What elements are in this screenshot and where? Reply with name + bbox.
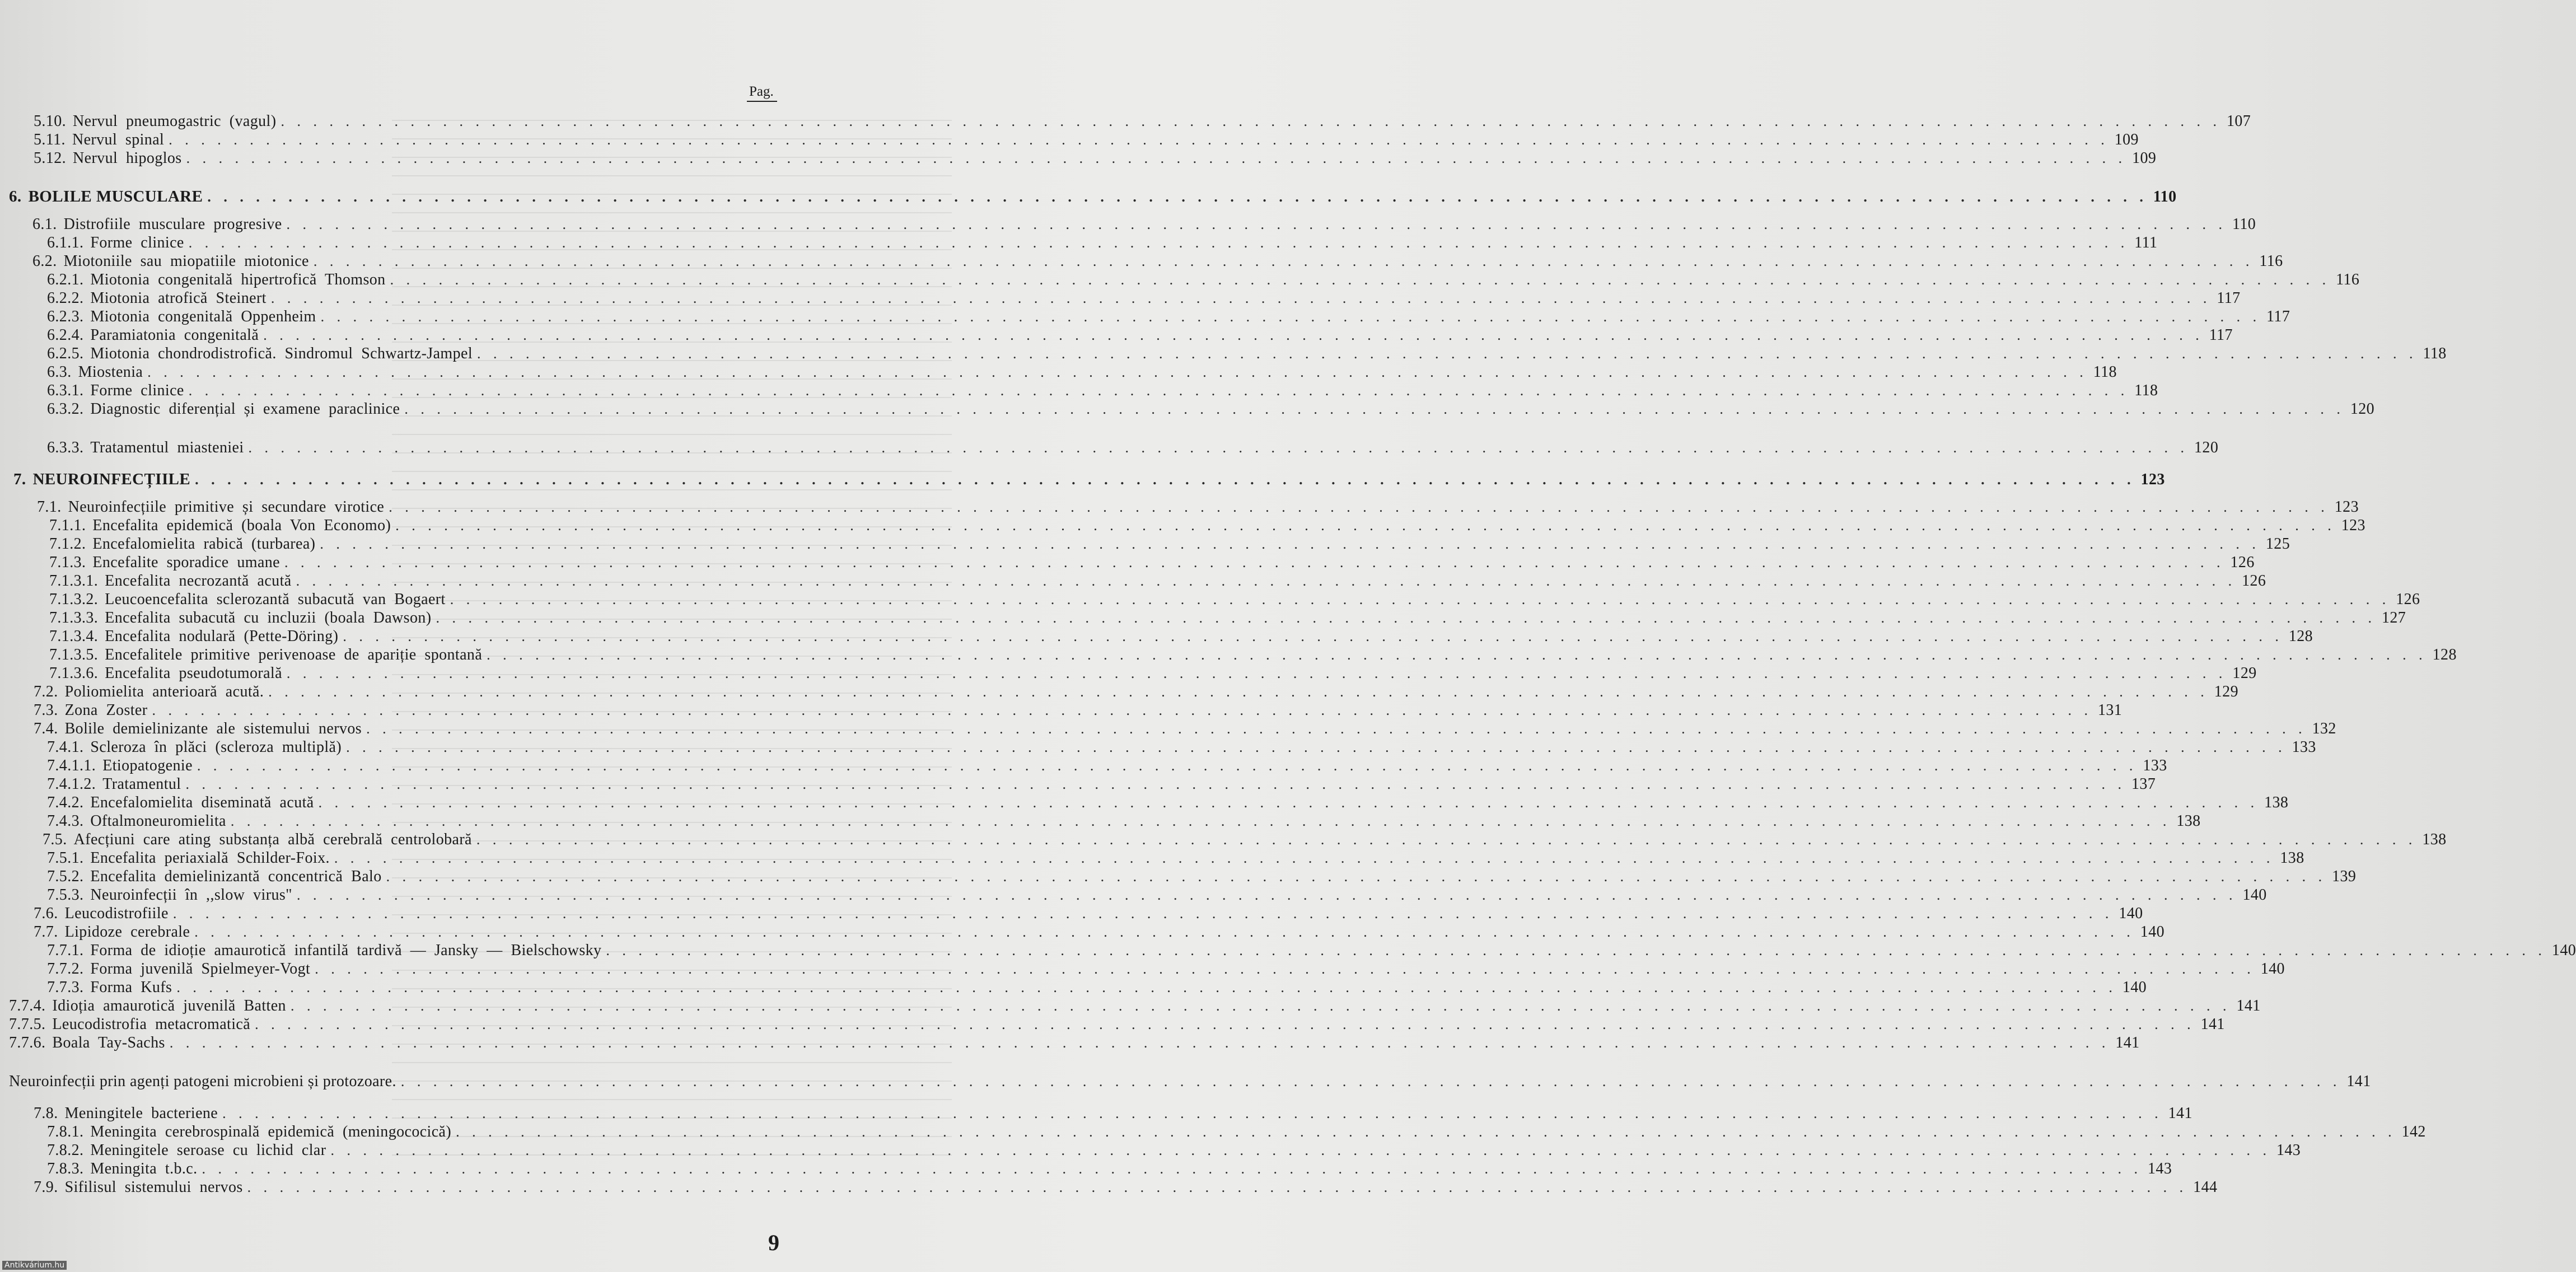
- toc-entry-number: 5.12.: [34, 149, 66, 167]
- toc-entry: [0, 400, 2375, 418]
- toc-entry-number: 6.2.2.: [47, 289, 84, 307]
- dot-leader: . . . . . . . . . . . . . . . . . . . . . . . . . . . . . . . . . . . . . . . . . . . . . . . . . . . . . . . . . . . . . . . . . . . . . . . . . . . . . . . . . . . . . . . . . . . . . . . . . . . . . . . . . . . . . . . . . . . . . . . .: [313, 253, 2254, 269]
- dot-leader: . . . . . . . . . . . . . . . . . . . . . . . . . . . . . . . . . . . . . . . . . . . . . . . . . . . . . . . . . . . . . . . . . . . . . . . . . . . . . . . . . . . . . . . . . . . . . . . . . . . . . . . . . . . . . . . . . . . . . . . .: [248, 439, 2189, 456]
- toc-entry-title: Forma Kufs: [90, 979, 172, 996]
- toc-entry-number: 7.1.: [37, 498, 62, 516]
- dot-leader: . . . . . . . . . . . . . . . . . . . . . . . . . . . . . . . . . . . . . . . . . . . . . . . . . . . . . . . . . . . . . . . . . . . . . . . . . . . . . . . . . . . . . . . . . . . . . . . . . . . . . . . . . . . . . . . . . . . . . . . .: [188, 235, 2129, 251]
- toc-entry-page: 116: [2336, 271, 2360, 288]
- toc-entry-page: 118: [2423, 345, 2447, 362]
- toc-entry-title: Encefalite sporadice umane: [92, 554, 280, 571]
- toc-entry-page: 132: [2312, 720, 2336, 737]
- dot-leader: . . . . . . . . . . . . . . . . . . . . . . . . . . . . . . . . . . . . . . . . . . . . . . . . . . . . . . . . . . . . . . . . . . . . . . . . . . . . . . . . . . . . . . . . . . . . . . . . . . . . . . . . . . . . . . . . . . . . . . . .: [296, 887, 2237, 903]
- toc-entry-title: Forme clinice: [90, 234, 184, 251]
- toc-entry-number: 7.5.1.: [47, 849, 84, 867]
- dot-leader: . . . . . . . . . . . . . . . . . . . . . . . . . . . . . . . . . . . . . . . . . . . . . . . . . . . . . . . . . . . . . . . . . . . . . . . . . . . . . . . . . . . . . . . . . . . . . . . . . . . . . . . . . . . . . . . . . . . . . . . .: [390, 272, 2331, 288]
- dot-leader: . . . . . . . . . . . . . . . . . . . . . . . . . . . . . . . . . . . . . . . . . . . . . . . . . . . . . . . . . . . . . . . . . . . . . . . . . . . . . . . . . . . . . . . . . . . . . . . . . . . . . . . . . . . . . . . . . . . . . . . .: [318, 794, 2259, 811]
- toc-entry-title: Nervul hipoglos: [73, 149, 182, 167]
- page-number: 9: [768, 1230, 779, 1255]
- toc-entry-number: 7.5.: [43, 831, 67, 848]
- toc-entry-page: 142: [2401, 1123, 2426, 1140]
- toc-entry-page: 141: [2346, 1073, 2371, 1090]
- toc-entry: [0, 867, 2357, 886]
- toc-entry: [0, 590, 2420, 609]
- dot-leader: . . . . . . . . . . . . . . . . . . . . . . . . . . . . . . . . . . . . . . . . . . . . . . . . . . . . . . . . . . . . . . . . . . . . . . . . . . . . . . . . . . . . . . . . . . . . . . . . . . . . . . . . . . . . . . . . . . . . . . . .: [320, 536, 2260, 552]
- toc-entry-title: Encefalita demielinizantă concentrică Balo: [90, 868, 382, 885]
- toc-entry-page: 139: [2332, 868, 2357, 885]
- toc-entry: [0, 941, 2576, 960]
- toc-entry-page: 129: [2214, 683, 2238, 700]
- toc-entry-page: 117: [2217, 289, 2241, 307]
- toc-entry-number: 6.3.3.: [47, 439, 84, 456]
- toc-entry-page: 118: [2093, 363, 2117, 381]
- toc-entry-title: Miotonia atrofică Steinert: [90, 289, 267, 307]
- toc-entry: [0, 438, 2219, 457]
- toc-entry-title: Nervul spinal: [72, 131, 165, 148]
- toc-entry-title: BOLILE MUSCULARE: [28, 188, 203, 205]
- toc-entry: [0, 904, 2143, 923]
- toc-entry-number: 6.2.4.: [47, 326, 84, 344]
- toc-entry: [0, 188, 2177, 206]
- toc-entry-title: Bolile demielinizante ale sistemului nervos: [64, 720, 362, 737]
- dot-leader: . . . . . . . . . . . . . . . . . . . . . . . . . . . . . . . . . . . . . . . . . . . . . . . . . . . . . . . . . . . . . . . . . . . . . . . . . . . . . . . . . . . . . . . . . . . . . . . . . . . . . . . . . . . . . . . . . . . . . . . .: [296, 573, 2237, 589]
- toc-entry: [0, 886, 2267, 904]
- toc-entry-number: 7.1.3.5.: [49, 646, 99, 663]
- toc-entry-title: Forma de idioție amaurotică infantilă tardivă — Jansky — Bielschowsky: [90, 942, 602, 959]
- toc-entry-title: Neuroinfecții în ,,slow virus": [90, 886, 292, 904]
- toc-entry-title: Meningitele seroase cu lichid clar: [90, 1142, 326, 1159]
- toc-entry: [0, 344, 2447, 363]
- toc-entry-title: Forma juvenilă Spielmeyer-Vogt: [90, 960, 311, 978]
- dot-leader: . . . . . . . . . . . . . . . . . . . . . . . . . . . . . . . . . . . . . . . . . . . . . . . . . . . . . . . . . . . . . . . . . . . . . . . . . . . . . . . . . . . . . . . . . . . . . . . . . . . . . . . . . . . . . . . . . . . . . . . .: [270, 290, 2212, 306]
- toc-entry-title: Tratamentul: [102, 775, 181, 793]
- toc-entry: [0, 682, 2238, 701]
- toc-entry-page: 133: [2143, 757, 2167, 774]
- toc-entry-number: 7.8.3.: [47, 1160, 84, 1177]
- toc-entry-title: Encefalomielita diseminată acută: [90, 794, 314, 811]
- toc-entry-number: 6.1.: [32, 216, 57, 233]
- toc-entry: [0, 112, 2251, 130]
- dot-leader: . . . . . . . . . . . . . . . . . . . . . . . . . . . . . . . . . . . . . . . . . . . . . . . . . . . . . . . . . . . . . . . . . . . . . . . . . . . . . . . . . . . . . . . . . . . . . . . . . . . . . . . . . . . . . . . . . . . . . . . .: [450, 591, 2391, 607]
- toc-entry-page: 129: [2232, 665, 2257, 682]
- toc-entry-page: 107: [2226, 113, 2251, 130]
- toc-entry: [0, 535, 2290, 553]
- dot-leader: . . . . . . . . . . . . . . . . . . . . . . . . . . . . . . . . . . . . . . . . . . . . . . . . . . . . . . . . . . . . . . . . . . . . . . . . . . . . . . . . . . . . . . . . . . . . . . . . . . . . . . . . . . . . . . . . . . . . . . . .: [185, 776, 2126, 792]
- toc-entry-number: 6.2.5.: [47, 345, 84, 362]
- dot-leader: . . . . . . . . . . . . . . . . . . . . . . . . . . . . . . . . . . . . . . . . . . . . . . . . . . . . . . . . . . . . . . . . . . . . . . . . . . . . . . . . . . . . . . . . . . . . . . . . . . . . . . . . . . . . . . . . . . . . . . . .: [487, 647, 2427, 663]
- toc-entry-number: 7.7.1.: [47, 942, 84, 959]
- toc-entry-page: 140: [2122, 979, 2147, 996]
- toc-entry: [0, 572, 2266, 590]
- toc-entry-page: 141: [2115, 1034, 2140, 1051]
- toc-entry-title: Encefalitele primitive perivenoase de apariție spontană: [105, 646, 483, 663]
- toc-entry-number: 7.7.6.: [9, 1034, 46, 1051]
- toc-entry: [0, 775, 2156, 793]
- toc-entry-page: 140: [2140, 923, 2164, 941]
- toc-entry-number: 7.7.2.: [47, 960, 84, 978]
- toc-entry: [0, 498, 2359, 516]
- toc-entry-title: Miotonia chondrodistrofică. Sindromul Schwartz-Jampel: [90, 345, 473, 362]
- toc-entry-title: Scleroza în plăci (scleroza multiplă): [90, 738, 342, 756]
- toc-entry-page: 126: [2242, 572, 2266, 590]
- toc-entry-number: 7.9.: [34, 1179, 58, 1196]
- toc-entry: [0, 830, 2447, 849]
- toc-entry-page: 126: [2230, 554, 2255, 571]
- toc-entry-number: 5.10.: [34, 113, 66, 130]
- toc-entry-title: Oftalmoneuromielita: [90, 812, 226, 830]
- toc-entry-number: 7.4.1.: [47, 738, 84, 756]
- toc-entry-number: 6.2.1.: [47, 271, 84, 288]
- toc-entry-title: Miotonia congenitală hipertrofică Thomson: [90, 271, 386, 288]
- toc-entry: [0, 960, 2285, 978]
- toc-entry-number: 7.8.2.: [47, 1142, 84, 1159]
- toc-entry-page: 140: [2242, 886, 2267, 904]
- toc-entry-title: Etiopatogenie: [102, 757, 193, 774]
- toc-entry: [0, 363, 2117, 381]
- dot-leader: . . . . . . . . . . . . . . . . . . . . . . . . . . . . . . . . . . . . . . . . . . . . . . . . . . . . . . . . . . . . . . . . . . . . . . . . . . . . . . . . . . . . . . . . . . . . . . . . . . . . . . . . . . . . . . . . . . . . . . . .: [147, 364, 2088, 380]
- toc-entry-number: 6.3.2.: [47, 400, 84, 418]
- toc-entry-title: Encefalita necrozantă acută: [105, 572, 292, 590]
- toc-entry-page: 111: [2134, 234, 2158, 251]
- toc-entry-number: 6.2.3.: [47, 308, 84, 325]
- toc-entry-page: 128: [2432, 646, 2457, 663]
- dot-leader: . . . . . . . . . . . . . . . . . . . . . . . . . . . . . . . . . . . . . . . . . . . . . . . . . . . . . . . . . . . . . . . . . . . . . . . . . . . . . . . . . . . . . . . . . . . . . . . . . . . . . . . . . . . . . . . . . . . . . . . .: [197, 757, 2138, 774]
- dot-leader: . . . . . . . . . . . . . . . . . . . . . . . . . . . . . . . . . . . . . . . . . . . . . . . . . . . . . . . . . . . . . . . . . . . . . . . . . . . . . . . . . . . . . . . . . . . . . . . . . . . . . . . . . . . . . . . . . . . . . . . .: [152, 702, 2092, 718]
- toc-entry-page: 125: [2265, 535, 2290, 553]
- dot-leader: . . . . . . . . . . . . . . . . . . . . . . . . . . . . . . . . . . . . . . . . . . . . . . . . . . . . . . . . . . . . . . . . . . . . . . . . . . . . . . . . . . . . . . . . . . . . . . . . . . . . . . . . . . . . . . . . . . . . . . . .: [606, 942, 2546, 958]
- dot-leader: . . . . . . . . . . . . . . . . . . . . . . . . . . . . . . . . . . . . . . . . . . . . . . . . . . . . . . . . . . . . . . . . . . . . . . . . . . . . . . . . . . . . . . . . . . . . . . . . . . . . . . . . . . . . . . . . . . . . . . . .: [400, 1073, 2341, 1089]
- toc-entry-page: 110: [2153, 188, 2177, 205]
- toc-entry-number: 7.6.: [34, 905, 58, 922]
- toc-entry-title: Idioția amaurotică juvenilă Batten: [52, 997, 286, 1014]
- toc-entry: [0, 627, 2313, 646]
- toc-entry-page: 140: [2551, 942, 2576, 959]
- toc-entry-number: 7.1.3.6.: [49, 665, 99, 682]
- toc-entry-page: 143: [2276, 1142, 2301, 1159]
- dot-leader: . . . . . . . . . . . . . . . . . . . . . . . . . . . . . . . . . . . . . . . . . . . . . . . . . . . . . . . . . . . . . . . . . . . . . . . . . . . . . . . . . . . . . . . . . . . . . . . . . . . . . . . . . . . . . . . . . . . . . . . .: [286, 665, 2227, 681]
- toc-entry-number: 7.1.3.: [49, 554, 86, 571]
- dot-leader: . . . . . . . . . . . . . . . . . . . . . . . . . . . . . . . . . . . . . . . . . . . . . . . . . . . . . . . . . . . . . . . . . . . . . . . . . . . . . . . . . . . . . . . . . . . . . . . . . . . . . . . . . . . . . . . . . . . . . . . .: [263, 327, 2204, 343]
- toc-entry: [0, 1123, 2426, 1141]
- toc-entry-title: Diagnostic diferențial și examene paraclinice: [90, 400, 400, 418]
- toc-entry-title: Zona Zoster: [64, 702, 148, 719]
- toc-entry-page: 127: [2382, 609, 2406, 626]
- dot-leader: . . . . . . . . . . . . . . . . . . . . . . . . . . . . . . . . . . . . . . . . . . . . . . . . . . . . . . . . . . . . . . . . . . . . . . . . . . . . . . . . . . . . . . . . . . . . . . . . . . . . . . . . . . . . . . . . . . . . . . . .: [290, 998, 2231, 1014]
- dot-leader: . . . . . . . . . . . . . . . . . . . . . . . . . . . . . . . . . . . . . . . . . . . . . . . . . . . . . . . . . . . . . . . . . . . . . . . . . . . . . . . . . . . . . . . . . . . . . . . . . . . . . . . . . . . . . . . . . . . . . . . .: [268, 684, 2209, 700]
- dot-leader: . . . . . . . . . . . . . . . . . . . . . . . . . . . . . . . . . . . . . . . . . . . . . . . . . . . . . . . . . . . . . . . . . . . . . . . . . . . . . . . . . . . . . . . . . . . . . . . . . . . . . . . . . . . . . . . . . . . . . . . .: [222, 1105, 2163, 1121]
- toc-entry-number: 7.4.1.1.: [47, 757, 96, 774]
- toc-entry-page: 117: [2209, 326, 2233, 344]
- toc-entry-title: Leucodistrofia metacromatică: [52, 1016, 251, 1033]
- toc-entry-number: 6.1.1.: [47, 234, 84, 251]
- toc-entry-title: Distrofiile musculare progresive: [63, 216, 282, 233]
- toc-entry-page: 141: [2200, 1016, 2225, 1033]
- toc-entry-page: 138: [2280, 849, 2304, 867]
- dot-leader: . . . . . . . . . . . . . . . . . . . . . . . . . . . . . . . . . . . . . . . . . . . . . . . . . . . . . . . . . . . . . . . . . . . . . . . . . . . . . . . . . . . . . . . . . . . . . . . . . . . . . . . . . . . . . . . . . . . . . . . .: [346, 739, 2287, 755]
- toc-entry: [0, 289, 2241, 307]
- toc-entry-page: 137: [2131, 775, 2156, 793]
- dot-leader: . . . . . . . . . . . . . . . . . . . . . . . . . . . . . . . . . . . . . . . . . . . . . . . . . . . . . . . . . . . . . . . . . . . . . . . . . . . . . . . . . . . . . . . . . . . . . . . . . . . . . . . . . . . . . . . . . . . . . . . .: [404, 401, 2345, 417]
- toc-entry: [0, 1104, 2192, 1123]
- dot-leader: . . . . . . . . . . . . . . . . . . . . . . . . . . . . . . . . . . . . . . . . . . . . . . . . . . . . . . . . . . . . . . . . . . . . . . . . . . . . . . . . . . . . . . . . . . . . . . . . . . . . . . . . . . . . . . . . . . . . . . . .: [169, 132, 2109, 148]
- toc-entry-title: Leucodistrofiile: [64, 905, 169, 922]
- dot-leader: . . . . . . . . . . . . . . . . . . . . . . . . . . . . . . . . . . . . . . . . . . . . . . . . . . . . . . . . . . . . . . . . . . . . . . . . . . . . . . . . . . . . . . . . . . . . . . . . . . . . . . . . . . . . . . . . . . . . . . . .: [280, 113, 2221, 129]
- toc-entry-number: 7.1.1.: [49, 517, 86, 534]
- toc-entry-page: 141: [2168, 1105, 2192, 1122]
- toc-entry-number: 7.7.4.: [9, 997, 46, 1014]
- dot-leader: . . . . . . . . . . . . . . . . . . . . . . . . . . . . . . . . . . . . . . . . . . . . . . . . . . . . . . . . . . . . . . . . . . . . . . . . . . . . . . . . . . . . . . . . . . . . . . . . . . . . . . . . . . . . . . . . . . . . . . . .: [286, 216, 2227, 232]
- toc-entry: [0, 252, 2283, 270]
- toc-entry-page: 143: [2148, 1160, 2172, 1177]
- toc-entry-number: 5.11.: [34, 131, 66, 148]
- toc-entry-page: 141: [2236, 997, 2261, 1014]
- dot-leader: . . . . . . . . . . . . . . . . . . . . . . . . . . . . . . . . . . . . . . . . . . . . . . . . . . . . . . . . . . . . . . . . . . . . . . . . . . . . . . . . . . . . . . . . . . . . . . . . . . . . . . . . . . . . . . . . . . . . . . . .: [389, 499, 2329, 515]
- toc-entry: [0, 1178, 2218, 1196]
- toc-entry-title: Tratamentul miasteniei: [90, 439, 244, 456]
- toc-entry-number: 6.3.1.: [47, 382, 84, 399]
- toc-entry: [0, 1141, 2301, 1159]
- toc-entry-title: Neuroinfecțiile primitive și secundare virotice: [68, 498, 385, 516]
- dot-leader: . . . . . . . . . . . . . . . . . . . . . . . . . . . . . . . . . . . . . . . . . . . . . . . . . . . . . . . . . . . . . . . . . . . . . . . . . . . . . . . . . . . . . . . . . . . . . . . . . . . . . . . . . . . . . . . . . . . . . . . .: [186, 150, 2127, 166]
- toc-entry: [0, 233, 2158, 252]
- dot-leader: . . . . . . . . . . . . . . . . . . . . . . . . . . . . . . . . . . . . . . . . . . . . . . . . . . . . . . . . . . . . . . . . . . . . . . . . . . . . . . . . . . . . . . . . . . . . . . . . . . . . . . . . . . . . . . . . . . . . . . . .: [195, 471, 2135, 488]
- toc-entry-title: Sifilisul sistemului nervos: [64, 1179, 243, 1196]
- toc-entry-page: 128: [2288, 628, 2313, 645]
- dot-leader: . . . . . . . . . . . . . . . . . . . . . . . . . . . . . . . . . . . . . . . . . . . . . . . . . . . . . . . . . . . . . . . . . . . . . . . . . . . . . . . . . . . . . . . . . . . . . . . . . . . . . . . . . . . . . . . . . . . . . . . .: [172, 905, 2114, 922]
- toc-entry-title: Meningita cerebrospinală epidemică (meningococică): [90, 1123, 452, 1140]
- toc-entry-page: 123: [2140, 471, 2165, 488]
- toc-entry: [0, 326, 2233, 344]
- toc-entry-title: Miotoniile sau miopatiile miotonice: [63, 252, 309, 270]
- toc-entry: [0, 849, 2304, 867]
- toc-entry: [0, 307, 2290, 326]
- toc-entry-page: 123: [2334, 498, 2359, 516]
- toc-entry: [0, 997, 2261, 1015]
- dot-leader: . . . . . . . . . . . . . . . . . . . . . . . . . . . . . . . . . . . . . . . . . . . . . . . . . . . . . . . . . . . . . . . . . . . . . . . . . . . . . . . . . . . . . . . . . . . . . . . . . . . . . . . . . . . . . . . . . . . . . . . .: [477, 345, 2418, 362]
- dot-leader: . . . . . . . . . . . . . . . . . . . . . . . . . . . . . . . . . . . . . . . . . . . . . . . . . . . . . . . . . . . . . . . . . . . . . . . . . . . . . . . . . . . . . . . . . . . . . . . . . . . . . . . . . . . . . . . . . . . . . . . .: [176, 979, 2117, 995]
- dot-leader: . . . . . . . . . . . . . . . . . . . . . . . . . . . . . . . . . . . . . . . . . . . . . . . . . . . . . . . . . . . . . . . . . . . . . . . . . . . . . . . . . . . . . . . . . . . . . . . . . . . . . . . . . . . . . . . . . . . . . . . .: [456, 1124, 2396, 1140]
- toc-entry-page: 138: [2264, 794, 2289, 811]
- toc-entry-page: 120: [2350, 400, 2375, 418]
- toc-entry: [0, 719, 2336, 738]
- toc-entry: [0, 270, 2360, 289]
- toc-entry-number: 7.1.3.2.: [49, 591, 99, 608]
- toc-entry-number: 7.: [13, 470, 26, 488]
- toc-entry-page: 140: [2260, 960, 2285, 978]
- toc-entry-page: 116: [2259, 252, 2283, 270]
- toc-entry: [0, 978, 2147, 997]
- dot-leader: . . . . . . . . . . . . . . . . . . . . . . . . . . . . . . . . . . . . . . . . . . . . . . . . . . . . . . . . . . . . . . . . . . . . . . . . . . . . . . . . . . . . . . . . . . . . . . . . . . . . . . . . . . . . . . . . . . . . . . . .: [207, 189, 2148, 205]
- dot-leader: . . . . . . . . . . . . . . . . . . . . . . . . . . . . . . . . . . . . . . . . . . . . . . . . . . . . . . . . . . . . . . . . . . . . . . . . . . . . . . . . . . . . . . . . . . . . . . . . . . . . . . . . . . . . . . . . . . . . . . . .: [330, 1142, 2271, 1158]
- toc-entry-title: Encefalita periaxială Schilder-Foix.: [90, 849, 330, 867]
- toc-entry-title: Leucoencefalita sclerozantă subacută van Bogaert: [105, 591, 446, 608]
- toc-entry-number: 7.3.: [34, 702, 58, 719]
- dot-leader: . . . . . . . . . . . . . . . . . . . . . . . . . . . . . . . . . . . . . . . . . . . . . . . . . . . . . . . . . . . . . . . . . . . . . . . . . . . . . . . . . . . . . . . . . . . . . . . . . . . . . . . . . . . . . . . . . . . . . . . .: [320, 308, 2261, 325]
- toc-entry-title: Meningita t.b.c.: [90, 1160, 198, 1177]
- toc-entry-number: 7.7.: [34, 923, 58, 941]
- toc-entry: [0, 1034, 2140, 1052]
- page-column-header: Pag.: [747, 84, 777, 102]
- toc-entry-title: Miostenia: [78, 363, 143, 381]
- toc-entry-title: Miotonia congenitală Oppenheim: [90, 308, 316, 325]
- toc-entry-title: Encefalita subacută cu incluzii (boala Dawson): [105, 609, 432, 626]
- toc-entry: [0, 215, 2256, 233]
- toc-entry: [0, 1015, 2225, 1034]
- dot-leader: . . . . . . . . . . . . . . . . . . . . . . . . . . . . . . . . . . . . . . . . . . . . . . . . . . . . . . . . . . . . . . . . . . . . . . . . . . . . . . . . . . . . . . . . . . . . . . . . . . . . . . . . . . . . . . . . . . . . . . . .: [284, 554, 2225, 570]
- toc-entry-title: Paramiatonia congenitală: [90, 326, 259, 344]
- toc-entry-title: Nervul pneumogastric (vagul): [73, 113, 277, 130]
- toc-entry-page: 123: [2341, 517, 2365, 534]
- dot-leader: . . . . . . . . . . . . . . . . . . . . . . . . . . . . . . . . . . . . . . . . . . . . . . . . . . . . . . . . . . . . . . . . . . . . . . . . . . . . . . . . . . . . . . . . . . . . . . . . . . . . . . . . . . . . . . . . . . . . . . . .: [247, 1179, 2188, 1195]
- toc-entry-page: 138: [2422, 831, 2447, 848]
- toc-entry-page: 110: [2232, 216, 2256, 233]
- toc-entry-page: 118: [2134, 382, 2158, 399]
- toc-entry-title: Encefalomielita rabică (turbarea): [92, 535, 316, 553]
- dot-leader: . . . . . . . . . . . . . . . . . . . . . . . . . . . . . . . . . . . . . . . . . . . . . . . . . . . . . . . . . . . . . . . . . . . . . . . . . . . . . . . . . . . . . . . . . . . . . . . . . . . . . . . . . . . . . . . . . . . . . . . .: [343, 628, 2283, 644]
- toc-entry-title: Neuroinfecții prin agenți patogeni microbieni și protozoare.: [9, 1073, 396, 1090]
- toc-entry: [0, 516, 2365, 535]
- toc-entry-page: 120: [2194, 439, 2219, 456]
- toc-entry-title: Encefalita epidemică (boala Von Economo): [92, 517, 391, 534]
- table-of-contents: [0, 112, 2576, 1196]
- toc-entry-title: Boala Tay-Sachs: [52, 1034, 165, 1051]
- toc-entry: [0, 1072, 2371, 1091]
- toc-entry: [0, 664, 2257, 682]
- toc-entry-page: 131: [2097, 702, 2122, 719]
- toc-entry: [0, 738, 2316, 756]
- toc-entry-page: 109: [2132, 149, 2157, 167]
- toc-entry-number: 6.2.: [32, 252, 57, 270]
- dot-leader: . . . . . . . . . . . . . . . . . . . . . . . . . . . . . . . . . . . . . . . . . . . . . . . . . . . . . . . . . . . . . . . . . . . . . . . . . . . . . . . . . . . . . . . . . . . . . . . . . . . . . . . . . . . . . . . . . . . . . . . .: [395, 517, 2336, 534]
- toc-entry-number: 7.4.3.: [47, 812, 84, 830]
- toc-entry-number: 7.1.2.: [49, 535, 86, 553]
- toc-entry-number: 7.1.3.3.: [49, 609, 99, 626]
- toc-entry-title: Lipidoze cerebrale: [64, 923, 190, 941]
- toc-entry-number: 7.2.: [34, 683, 58, 700]
- toc-entry-number: 6.: [9, 188, 22, 205]
- toc-entry-number: 7.5.2.: [47, 868, 84, 885]
- toc-entry: [0, 1159, 2172, 1178]
- toc-entry-number: 6.3.: [47, 363, 72, 381]
- toc-entry-number: 7.1.3.1.: [49, 572, 99, 590]
- toc-entry-page: 140: [2119, 905, 2143, 922]
- toc-entry-page: 126: [2396, 591, 2420, 608]
- dot-leader: . . . . . . . . . . . . . . . . . . . . . . . . . . . . . . . . . . . . . . . . . . . . . . . . . . . . . . . . . . . . . . . . . . . . . . . . . . . . . . . . . . . . . . . . . . . . . . . . . . . . . . . . . . . . . . . . . . . . . . . .: [230, 813, 2171, 829]
- toc-entry-number: 7.1.3.4.: [49, 628, 99, 645]
- dot-leader: . . . . . . . . . . . . . . . . . . . . . . . . . . . . . . . . . . . . . . . . . . . . . . . . . . . . . . . . . . . . . . . . . . . . . . . . . . . . . . . . . . . . . . . . . . . . . . . . . . . . . . . . . . . . . . . . . . . . . . . .: [386, 868, 2327, 885]
- dot-leader: . . . . . . . . . . . . . . . . . . . . . . . . . . . . . . . . . . . . . . . . . . . . . . . . . . . . . . . . . . . . . . . . . . . . . . . . . . . . . . . . . . . . . . . . . . . . . . . . . . . . . . . . . . . . . . . . . . . . . . . .: [188, 382, 2129, 399]
- toc-entry-page: 133: [2292, 738, 2316, 756]
- dot-leader: . . . . . . . . . . . . . . . . . . . . . . . . . . . . . . . . . . . . . . . . . . . . . . . . . . . . . . . . . . . . . . . . . . . . . . . . . . . . . . . . . . . . . . . . . . . . . . . . . . . . . . . . . . . . . . . . . . . . . . . .: [476, 831, 2417, 848]
- toc-entry: [0, 701, 2122, 719]
- dot-leader: . . . . . . . . . . . . . . . . . . . . . . . . . . . . . . . . . . . . . . . . . . . . . . . . . . . . . . . . . . . . . . . . . . . . . . . . . . . . . . . . . . . . . . . . . . . . . . . . . . . . . . . . . . . . . . . . . . . . . . . .: [202, 1161, 2143, 1177]
- toc-entry-title: Encefalita nodulară (Pette-Döring): [105, 628, 339, 645]
- dot-leader: . . . . . . . . . . . . . . . . . . . . . . . . . . . . . . . . . . . . . . . . . . . . . . . . . . . . . . . . . . . . . . . . . . . . . . . . . . . . . . . . . . . . . . . . . . . . . . . . . . . . . . . . . . . . . . . . . . . . . . . .: [366, 721, 2307, 737]
- toc-entry: [0, 646, 2457, 664]
- toc-entry-number: 7.8.: [34, 1105, 58, 1122]
- toc-entry-number: 7.7.3.: [47, 979, 84, 996]
- toc-entry-number: 7.4.1.2.: [47, 775, 96, 793]
- toc-entry-title: NEUROINFECȚIILE: [32, 470, 191, 488]
- watermark-logo: Antikvárium.hu: [2, 1261, 67, 1270]
- dot-leader: . . . . . . . . . . . . . . . . . . . . . . . . . . . . . . . . . . . . . . . . . . . . . . . . . . . . . . . . . . . . . . . . . . . . . . . . . . . . . . . . . . . . . . . . . . . . . . . . . . . . . . . . . . . . . . . . . . . . . . . .: [334, 850, 2275, 866]
- toc-entry-title: Forme clinice: [90, 382, 184, 399]
- toc-entry: [0, 553, 2255, 572]
- toc-entry-number: 7.7.5.: [9, 1016, 46, 1033]
- toc-entry: [0, 812, 2201, 830]
- toc-entry-page: 138: [2176, 812, 2201, 830]
- toc-entry-number: 7.4.: [34, 720, 58, 737]
- dot-leader: . . . . . . . . . . . . . . . . . . . . . . . . . . . . . . . . . . . . . . . . . . . . . . . . . . . . . . . . . . . . . . . . . . . . . . . . . . . . . . . . . . . . . . . . . . . . . . . . . . . . . . . . . . . . . . . . . . . . . . . .: [169, 1035, 2110, 1051]
- dot-leader: . . . . . . . . . . . . . . . . . . . . . . . . . . . . . . . . . . . . . . . . . . . . . . . . . . . . . . . . . . . . . . . . . . . . . . . . . . . . . . . . . . . . . . . . . . . . . . . . . . . . . . . . . . . . . . . . . . . . . . . .: [194, 924, 2135, 940]
- toc-entry-page: 109: [2114, 131, 2139, 148]
- toc-entry-title: Encefalita pseudotumorală: [105, 665, 282, 682]
- toc-entry: [0, 756, 2167, 775]
- toc-entry-number: 7.8.1.: [47, 1123, 84, 1140]
- toc-entry-page: 144: [2193, 1179, 2218, 1196]
- toc-entry: [0, 381, 2158, 400]
- toc-entry-page: 117: [2266, 308, 2290, 325]
- toc-entry: [0, 793, 2289, 812]
- toc-entry-title: Meningitele bacteriene: [64, 1105, 218, 1122]
- toc-entry: [0, 149, 2157, 167]
- toc-entry: [0, 470, 2165, 489]
- toc-entry: [0, 923, 2164, 941]
- toc-entry-number: 7.4.2.: [47, 794, 84, 811]
- toc-entry: [0, 609, 2406, 627]
- dot-leader: . . . . . . . . . . . . . . . . . . . . . . . . . . . . . . . . . . . . . . . . . . . . . . . . . . . . . . . . . . . . . . . . . . . . . . . . . . . . . . . . . . . . . . . . . . . . . . . . . . . . . . . . . . . . . . . . . . . . . . . .: [315, 961, 2255, 977]
- toc-entry-number: 7.5.3.: [47, 886, 84, 904]
- toc-entry: [0, 130, 2139, 149]
- toc-entry-title: Poliomielita anterioară acută.: [64, 683, 264, 700]
- toc-entry-title: Afecțiuni care ating substanța albă cerebrală centrolobară: [73, 831, 472, 848]
- dot-leader: . . . . . . . . . . . . . . . . . . . . . . . . . . . . . . . . . . . . . . . . . . . . . . . . . . . . . . . . . . . . . . . . . . . . . . . . . . . . . . . . . . . . . . . . . . . . . . . . . . . . . . . . . . . . . . . . . . . . . . . .: [255, 1016, 2195, 1032]
- dot-leader: . . . . . . . . . . . . . . . . . . . . . . . . . . . . . . . . . . . . . . . . . . . . . . . . . . . . . . . . . . . . . . . . . . . . . . . . . . . . . . . . . . . . . . . . . . . . . . . . . . . . . . . . . . . . . . . . . . . . . . . .: [436, 610, 2376, 626]
